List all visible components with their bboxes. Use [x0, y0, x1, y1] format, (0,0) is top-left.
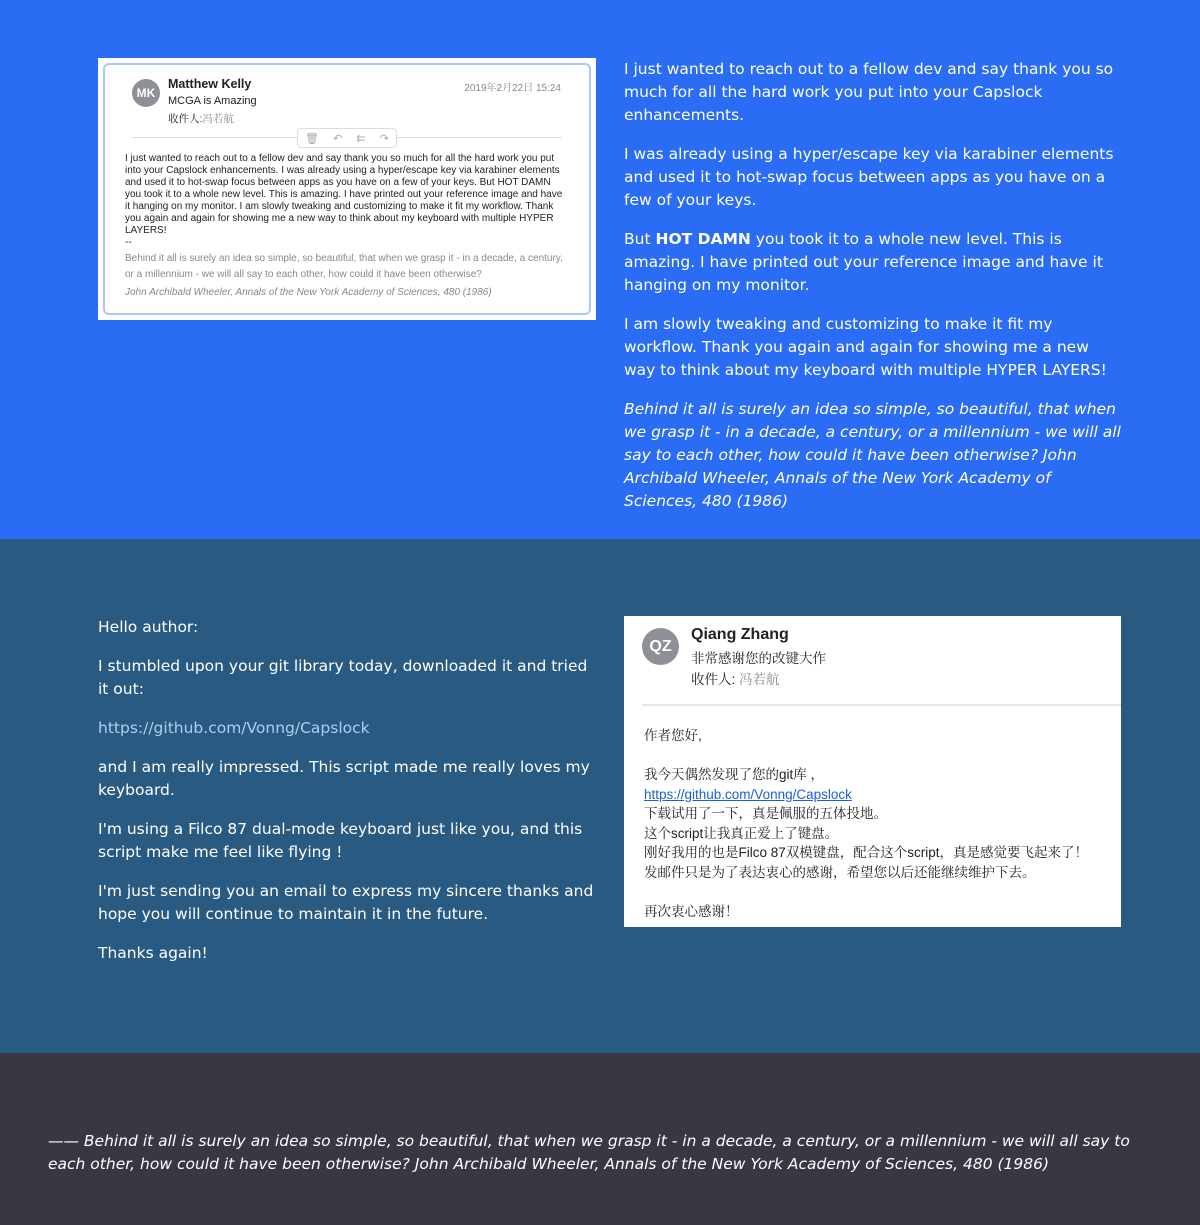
text: you took it to a whole new level. This is amazing. I have printed out your reference image and have it hanging on my monitor.: [624, 230, 1103, 294]
bold-text: HOT DAMN: [655, 230, 751, 248]
email-body: [644, 726, 1088, 921]
signature-author: John Archibald Wheeler, Annals of the New York Academy of Sciences, 480 (1986): [125, 287, 492, 298]
paragraph: I am slowly tweaking and customizing to make it fit my workflow. Thank you again and again for showing me a new way to think about my keyboard with multiple HYPER LAYERS!: [624, 315, 1107, 379]
testimonial-text-1: [624, 58, 1124, 529]
paragraph: I'm using a Filco 87 dual-mode keyboard just like you, and this script make me feel like flying !: [98, 820, 583, 861]
to-name: 冯若航: [202, 113, 234, 125]
footer-quote: —— Behind it all is surely an idea so simple, so beautiful, that when we grasp it - in a decade, a century, or a millennium - we will all say to each other, how could it have been otherwise? John Archibald Wheeler, Annals of the New York Academy of Sciences, 480 (1986): [48, 1132, 1130, 1173]
email-subject: MCGA is Amazing: [168, 95, 257, 107]
text: But: [624, 230, 656, 248]
email-screenshot-qiang-zhang: [624, 616, 1121, 927]
github-link[interactable]: https://github.com/Vonng/Capslock: [644, 786, 852, 802]
greeting: 作者您好,: [644, 728, 702, 743]
sender-name: Matthew Kelly: [168, 77, 252, 91]
paragraph: I just wanted to reach out to a fellow dev and say thank you so much for all the hard work you put into your Capslock enhancements.: [624, 60, 1114, 124]
line: 发邮件只是为了表达衷心的感谢，希望您以后还能继续维护下去。: [644, 864, 1036, 880]
reply-icon: ↶: [333, 132, 343, 145]
divider: [642, 704, 1121, 706]
email-date: 2019年2月22日 15:24: [464, 83, 561, 94]
line: 我今天偶然发现了您的git库 ，: [644, 767, 825, 782]
sender-name: Qiang Zhang: [691, 626, 789, 643]
line: 下载试用了一下，真是佩服的五体投地。: [644, 806, 887, 821]
to-name: 冯若航: [739, 672, 780, 687]
forward-icon: ↷: [379, 132, 389, 145]
signature-quote: Behind it all is surely an idea so simple, so beautiful, that when we grasp it - in a decade, a century, or a millennium - we will all say to each other, how could it have been otherwise?: [125, 253, 563, 280]
avatar: QZ: [642, 628, 679, 665]
email-subject: 非常感谢您的改键大作: [691, 651, 826, 666]
paragraph: and I am really impressed. This script made me really loves my keyboard.: [98, 758, 590, 799]
paragraph: Hello author:: [98, 618, 199, 636]
testimonial-section-1: [0, 0, 1200, 539]
paragraph: I was already using a hyper/escape key via karabiner elements and used it to hot-swap focus between apps as you have on a few of your keys.: [624, 145, 1114, 209]
paragraph: I stumbled upon your git library today, downloaded it and tried it out:: [98, 657, 588, 698]
to-label: 收件人:: [691, 672, 736, 687]
email-body: [125, 153, 569, 301]
quote: Behind it all is surely an idea so simple, so beautiful, that when we grasp it - in a decade, a century, or a millennium - we will all say to each other, how could it have been otherwise? John Archibald Wheeler, Annals of the New York Academy of Sciences, 480 (1986): [624, 400, 1121, 510]
signature-separator: --: [125, 237, 132, 248]
paragraph: I'm just sending you an email to express my sincere thanks and hope you will continue to maintain it in the future.: [98, 882, 594, 923]
line: 刚好我用的也是Filco 87双模键盘，配合这个script，真是感觉要飞起来了！: [644, 845, 1089, 860]
recipient: [691, 668, 780, 688]
avatar: MK: [132, 79, 160, 107]
testimonial-text-2: [98, 616, 598, 981]
email-screenshot-matthew-kelly: [98, 58, 596, 320]
testimonial-section-2: [0, 539, 1200, 1053]
to-label: 收件人:: [168, 113, 203, 125]
github-link[interactable]: https://github.com/Vonng/Capslock: [98, 719, 370, 737]
paragraph: Thanks again!: [98, 944, 208, 962]
email-toolbar: [297, 128, 397, 148]
line: 这个script让我真正爱上了键盘。: [644, 825, 839, 841]
paragraph: [624, 228, 1124, 297]
footer: [0, 1053, 1200, 1225]
reply-all-icon: ⇇: [356, 132, 366, 145]
trash-icon: 🗑: [305, 132, 320, 145]
email-text: I just wanted to reach out to a fellow dev and say thank you so much for all the hard work you put into your Capslock enhancements. I was already using a hyper/escape key via karabiner elements and used it to hot-swap focus between apps as you have on a few of your keys. But HOT DAMN you took it to a whole new level. This is amazing. I have printed out your reference image and have it hanging on my monitor. I am slowly tweaking and customizing to make it fit my workflow. Thank you again and again for showing me a new way to think about my keyboard with multiple HYPER LAYERS!: [125, 153, 563, 236]
recipient: [168, 111, 234, 126]
line: 再次衷心感谢！: [644, 903, 739, 919]
